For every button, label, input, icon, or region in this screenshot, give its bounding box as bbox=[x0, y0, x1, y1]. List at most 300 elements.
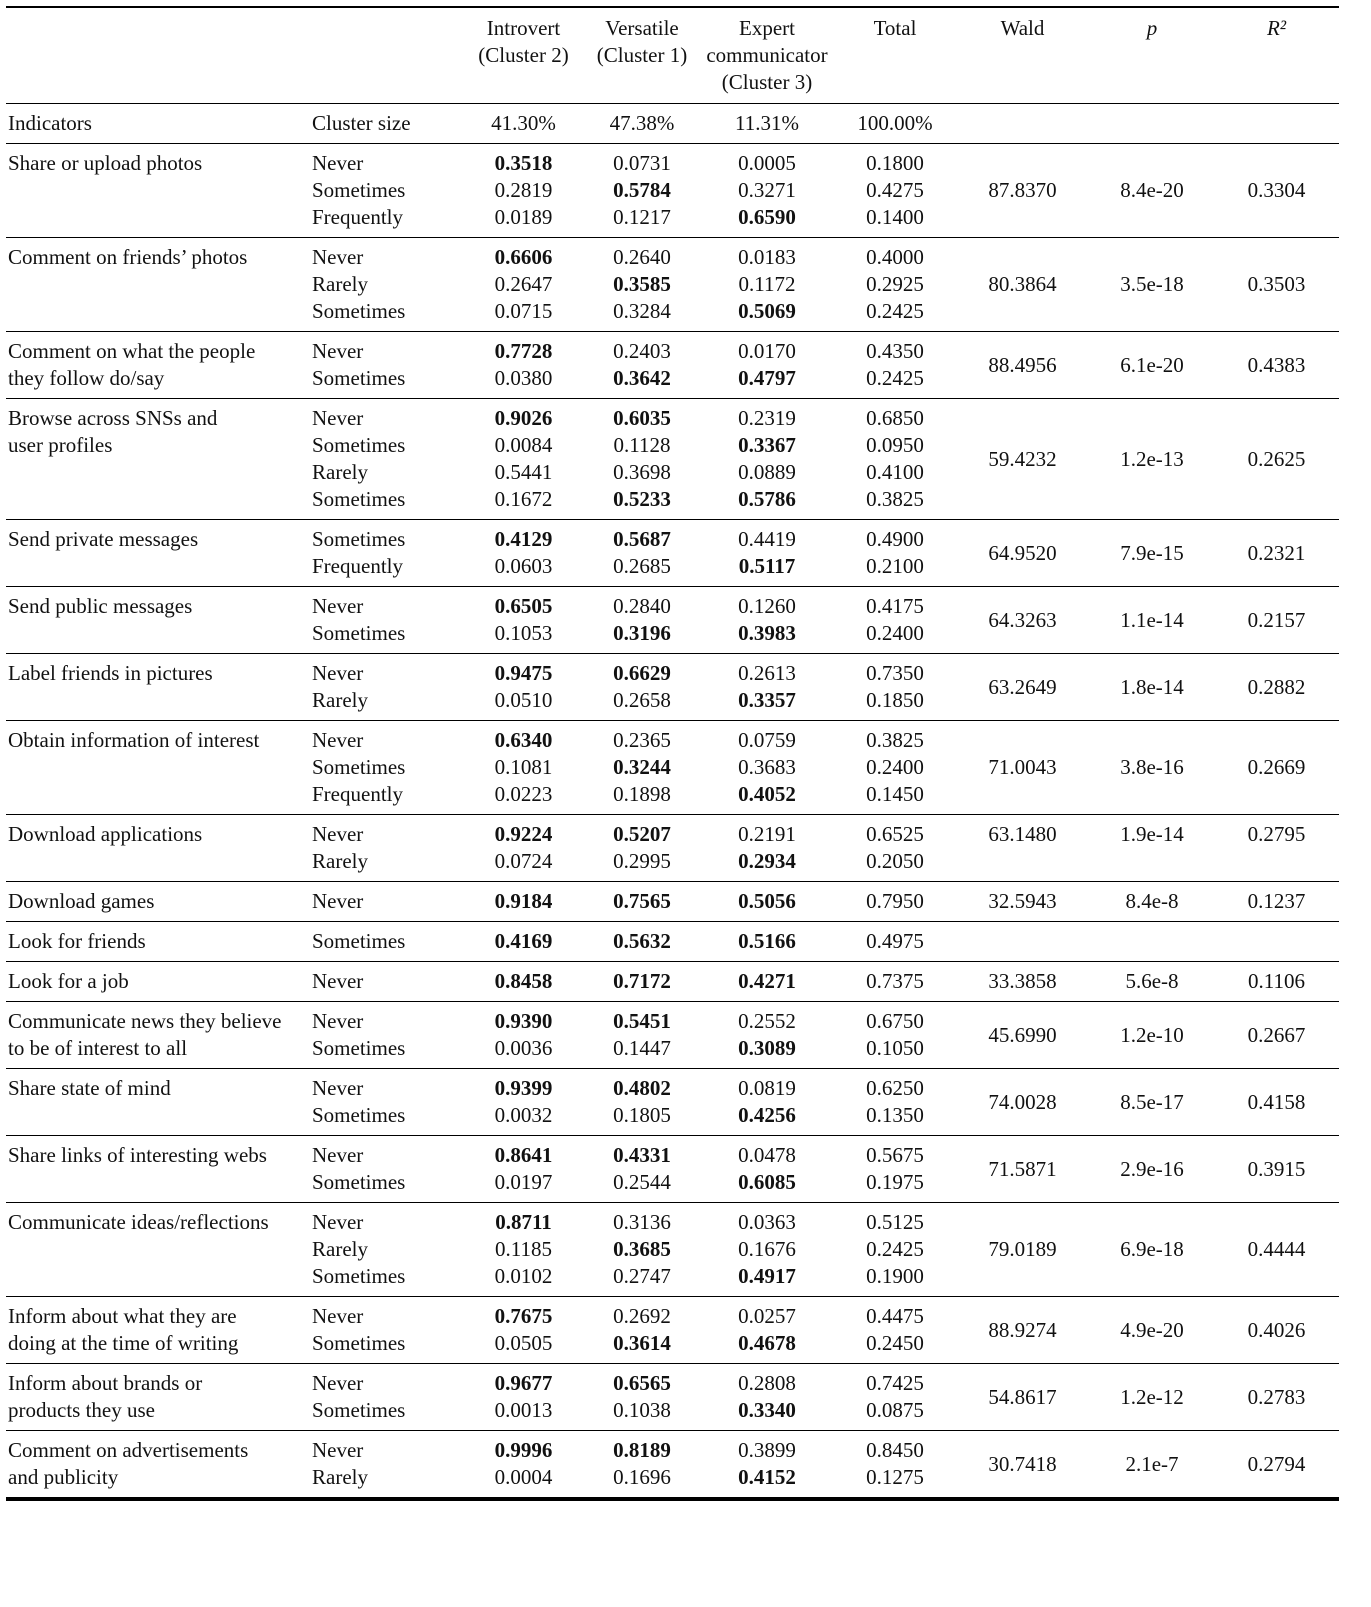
p-value: 8.4e-8 bbox=[1090, 882, 1214, 922]
response-category: Sometimes bbox=[312, 755, 406, 779]
header-expert-line3: (Cluster 3) bbox=[721, 70, 813, 94]
header-expert bbox=[699, 7, 835, 104]
probability-value: 0.3357 bbox=[738, 688, 796, 712]
response-category: Never bbox=[312, 406, 364, 430]
indicator-name-line: doing at the time of writing bbox=[8, 1331, 239, 1355]
response-category: Rarely bbox=[312, 1465, 368, 1489]
probability-value: 0.1450 bbox=[866, 782, 924, 806]
probability-value: 0.2640 bbox=[613, 245, 671, 269]
probability-value: 0.2658 bbox=[613, 688, 671, 712]
response-category: Never bbox=[312, 1009, 364, 1033]
response-categories bbox=[307, 922, 462, 962]
probability-value: 0.9399 bbox=[494, 1076, 553, 1100]
response-category: Never bbox=[312, 1371, 364, 1395]
response-category: Sometimes bbox=[312, 1331, 406, 1355]
probability-value: 0.4802 bbox=[613, 1076, 671, 1100]
response-category: Never bbox=[312, 889, 364, 913]
response-categories bbox=[307, 721, 462, 815]
response-categories bbox=[307, 399, 462, 520]
expert-probabilities bbox=[699, 1002, 835, 1069]
indicator-group bbox=[6, 520, 1339, 587]
probability-value: 0.2692 bbox=[613, 1304, 671, 1328]
r-squared: 0.4026 bbox=[1214, 1297, 1339, 1364]
p-value bbox=[1090, 922, 1214, 962]
probability-value: 0.3685 bbox=[613, 1237, 671, 1261]
indicator-name-line: and publicity bbox=[8, 1465, 119, 1489]
probability-value: 0.5069 bbox=[738, 299, 796, 323]
probability-value: 0.0032 bbox=[494, 1103, 553, 1127]
indicators-label: Indicators bbox=[6, 104, 307, 144]
probability-value: 0.7950 bbox=[866, 889, 924, 913]
expert-probabilities bbox=[699, 1364, 835, 1431]
probability-value: 0.9390 bbox=[494, 1009, 553, 1033]
probability-value: 0.3089 bbox=[738, 1036, 796, 1060]
probability-value: 0.5784 bbox=[613, 178, 671, 202]
probability-value: 0.4152 bbox=[738, 1465, 796, 1489]
introvert-probabilities bbox=[462, 1136, 585, 1203]
response-categories bbox=[307, 1069, 462, 1136]
response-category: Sometimes bbox=[312, 178, 406, 202]
total-probabilities bbox=[835, 1431, 955, 1500]
response-categories bbox=[307, 654, 462, 721]
introvert-probabilities bbox=[462, 520, 585, 587]
probability-value: 0.4129 bbox=[494, 527, 553, 551]
probability-value: 0.9475 bbox=[494, 661, 553, 685]
indicator-name bbox=[6, 332, 307, 399]
probability-value: 0.7425 bbox=[866, 1371, 924, 1395]
table-row bbox=[6, 922, 1339, 962]
r-squared: 0.4158 bbox=[1214, 1069, 1339, 1136]
probability-value: 0.2934 bbox=[738, 849, 796, 873]
wald-statistic: 64.9520 bbox=[955, 520, 1090, 587]
indicator-name bbox=[6, 1069, 307, 1136]
probability-value: 0.1172 bbox=[738, 272, 796, 296]
probability-value: 0.1050 bbox=[866, 1036, 924, 1060]
table-row bbox=[6, 1297, 1339, 1364]
expert-probabilities bbox=[699, 654, 835, 721]
probability-value: 0.3196 bbox=[613, 621, 671, 645]
versatile-probabilities bbox=[585, 1002, 699, 1069]
cluster-size-versatile: 47.38% bbox=[585, 104, 699, 144]
p-value: 1.2e-10 bbox=[1090, 1002, 1214, 1069]
probability-value: 0.5632 bbox=[613, 929, 671, 953]
response-category: Never bbox=[312, 822, 364, 846]
versatile-probabilities bbox=[585, 587, 699, 654]
response-category: Sometimes bbox=[312, 433, 406, 457]
response-category: Sometimes bbox=[312, 1036, 406, 1060]
response-categories bbox=[307, 882, 462, 922]
r-squared: 0.4444 bbox=[1214, 1203, 1339, 1297]
total-probabilities bbox=[835, 587, 955, 654]
probability-value: 0.0478 bbox=[738, 1143, 796, 1167]
table-row bbox=[6, 815, 1339, 882]
probability-value: 0.3983 bbox=[738, 621, 796, 645]
wald-statistic: 54.8617 bbox=[955, 1364, 1090, 1431]
probability-value: 0.9224 bbox=[494, 822, 553, 846]
probability-value: 0.7172 bbox=[613, 969, 671, 993]
response-category: Never bbox=[312, 151, 364, 175]
header-versatile-line1: Versatile bbox=[605, 16, 679, 40]
total-probabilities bbox=[835, 962, 955, 1002]
wald-statistic: 87.8370 bbox=[955, 144, 1090, 238]
probability-value: 0.4275 bbox=[866, 178, 924, 202]
response-category: Frequently bbox=[312, 782, 403, 806]
probability-value: 0.3271 bbox=[738, 178, 796, 202]
probability-value: 0.0759 bbox=[738, 728, 796, 752]
probability-value: 0.1185 bbox=[495, 1237, 552, 1261]
p-value: 4.9e-20 bbox=[1090, 1297, 1214, 1364]
response-categories bbox=[307, 1297, 462, 1364]
indicator-name-line: Share or upload photos bbox=[8, 151, 203, 175]
probability-value: 0.5166 bbox=[738, 929, 796, 953]
probability-value: 0.6250 bbox=[866, 1076, 924, 1100]
versatile-probabilities bbox=[585, 721, 699, 815]
probability-value: 0.4797 bbox=[738, 366, 796, 390]
header-r2: R² bbox=[1214, 7, 1339, 104]
versatile-probabilities bbox=[585, 238, 699, 332]
indicator-name-line: they follow do/say bbox=[8, 366, 165, 390]
p-value: 8.5e-17 bbox=[1090, 1069, 1214, 1136]
indicator-name-line: Share state of mind bbox=[8, 1076, 171, 1100]
indicator-name-line: Comment on advertisements bbox=[8, 1438, 249, 1462]
probability-value: 0.0084 bbox=[494, 433, 553, 457]
probability-value: 0.1128 bbox=[613, 433, 671, 457]
expert-probabilities bbox=[699, 332, 835, 399]
expert-probabilities bbox=[699, 1136, 835, 1203]
indicator-name-line: Send private messages bbox=[8, 527, 199, 551]
p-value: 2.9e-16 bbox=[1090, 1136, 1214, 1203]
probability-value: 0.7375 bbox=[866, 969, 924, 993]
probability-value: 0.2425 bbox=[866, 366, 924, 390]
r-squared: 0.2667 bbox=[1214, 1002, 1339, 1069]
probability-value: 0.0004 bbox=[494, 1465, 553, 1489]
wald-statistic: 30.7418 bbox=[955, 1431, 1090, 1500]
header-blank-indicator bbox=[6, 7, 307, 104]
introvert-probabilities bbox=[462, 815, 585, 882]
probability-value: 0.6590 bbox=[738, 205, 796, 229]
indicator-group bbox=[6, 1136, 1339, 1203]
expert-probabilities bbox=[699, 520, 835, 587]
indicator-group bbox=[6, 721, 1339, 815]
indicator-name-line: Look for friends bbox=[8, 929, 146, 953]
response-category: Rarely bbox=[312, 1237, 368, 1261]
probability-value: 0.1260 bbox=[738, 594, 796, 618]
indicator-group bbox=[6, 1431, 1339, 1500]
r-squared: 0.2795 bbox=[1214, 815, 1339, 882]
p-value: 3.5e-18 bbox=[1090, 238, 1214, 332]
probability-value: 0.2425 bbox=[866, 299, 924, 323]
response-category: Never bbox=[312, 245, 364, 269]
response-categories bbox=[307, 238, 462, 332]
indicator-group bbox=[6, 882, 1339, 922]
total-probabilities bbox=[835, 332, 955, 399]
probability-value: 0.3367 bbox=[738, 433, 796, 457]
cluster-size-r2-empty bbox=[1214, 104, 1339, 144]
probability-value: 0.0603 bbox=[494, 554, 553, 578]
wald-statistic: 71.5871 bbox=[955, 1136, 1090, 1203]
probability-value: 0.0715 bbox=[494, 299, 553, 323]
probability-value: 0.3683 bbox=[738, 755, 796, 779]
table-row bbox=[6, 1002, 1339, 1069]
versatile-probabilities bbox=[585, 882, 699, 922]
r-squared: 0.2321 bbox=[1214, 520, 1339, 587]
indicator-name-line: Inform about brands or bbox=[8, 1371, 203, 1395]
probability-value: 0.0889 bbox=[738, 460, 796, 484]
indicator-name bbox=[6, 1203, 307, 1297]
expert-probabilities bbox=[699, 399, 835, 520]
probability-value: 0.9184 bbox=[494, 889, 553, 913]
total-probabilities bbox=[835, 922, 955, 962]
indicator-name bbox=[6, 922, 307, 962]
versatile-probabilities bbox=[585, 1203, 699, 1297]
response-category: Never bbox=[312, 594, 364, 618]
indicator-name bbox=[6, 654, 307, 721]
probability-value: 0.4678 bbox=[738, 1331, 796, 1355]
probability-value: 0.4331 bbox=[613, 1143, 671, 1167]
p-value: 3.8e-16 bbox=[1090, 721, 1214, 815]
p-value: 1.1e-14 bbox=[1090, 587, 1214, 654]
table-row bbox=[6, 1364, 1339, 1431]
indicator-group bbox=[6, 1364, 1339, 1431]
probability-value: 0.4975 bbox=[866, 929, 924, 953]
versatile-probabilities bbox=[585, 399, 699, 520]
indicator-name-line: Comment on what the people bbox=[8, 339, 256, 363]
introvert-probabilities bbox=[462, 587, 585, 654]
p-value: 1.8e-14 bbox=[1090, 654, 1214, 721]
probability-value: 0.0819 bbox=[738, 1076, 796, 1100]
indicator-group bbox=[6, 144, 1339, 238]
indicator-group bbox=[6, 654, 1339, 721]
probability-value: 0.1217 bbox=[613, 205, 671, 229]
cluster-size-row bbox=[6, 104, 1339, 144]
response-category: Sometimes bbox=[312, 527, 406, 551]
probability-value: 0.5125 bbox=[866, 1210, 924, 1234]
indicator-name bbox=[6, 962, 307, 1002]
r-squared: 0.2625 bbox=[1214, 399, 1339, 520]
total-probabilities bbox=[835, 1136, 955, 1203]
probability-value: 0.2050 bbox=[866, 849, 924, 873]
response-categories bbox=[307, 1431, 462, 1500]
indicator-group bbox=[6, 1297, 1339, 1364]
indicator-name-line: Label friends in pictures bbox=[8, 661, 213, 685]
probability-value: 0.2400 bbox=[866, 621, 924, 645]
indicator-name-line: Inform about what they are bbox=[8, 1304, 237, 1328]
versatile-probabilities bbox=[585, 654, 699, 721]
probability-value: 0.0197 bbox=[494, 1170, 553, 1194]
response-categories bbox=[307, 144, 462, 238]
introvert-probabilities bbox=[462, 1431, 585, 1500]
response-categories bbox=[307, 1364, 462, 1431]
indicator-group bbox=[6, 332, 1339, 399]
probability-value: 0.5675 bbox=[866, 1143, 924, 1167]
probability-value: 0.6340 bbox=[494, 728, 553, 752]
r-squared: 0.1106 bbox=[1214, 962, 1339, 1002]
table-row bbox=[6, 587, 1339, 654]
total-probabilities bbox=[835, 815, 955, 882]
versatile-probabilities bbox=[585, 1069, 699, 1136]
table-row bbox=[6, 238, 1339, 332]
cluster-size-expert: 11.31% bbox=[699, 104, 835, 144]
table-row bbox=[6, 399, 1339, 520]
wald-statistic: 33.3858 bbox=[955, 962, 1090, 1002]
probability-value: 0.1400 bbox=[866, 205, 924, 229]
response-categories bbox=[307, 520, 462, 587]
response-category: Never bbox=[312, 728, 364, 752]
probability-value: 0.8450 bbox=[866, 1438, 924, 1462]
introvert-probabilities bbox=[462, 238, 585, 332]
wald-statistic: 32.5943 bbox=[955, 882, 1090, 922]
probability-value: 0.0950 bbox=[866, 433, 924, 457]
probability-value: 0.0731 bbox=[613, 151, 671, 175]
wald-statistic: 45.6990 bbox=[955, 1002, 1090, 1069]
probability-value: 0.1800 bbox=[866, 151, 924, 175]
probability-value: 0.3244 bbox=[613, 755, 671, 779]
probability-value: 0.1900 bbox=[866, 1264, 924, 1288]
probability-value: 0.4000 bbox=[866, 245, 924, 269]
total-probabilities bbox=[835, 399, 955, 520]
probability-value: 0.8711 bbox=[495, 1210, 552, 1234]
response-category: Rarely bbox=[312, 688, 368, 712]
probability-value: 0.2995 bbox=[613, 849, 671, 873]
probability-value: 0.0875 bbox=[866, 1398, 924, 1422]
table-row bbox=[6, 654, 1339, 721]
indicator-group bbox=[6, 815, 1339, 882]
wald-statistic: 88.4956 bbox=[955, 332, 1090, 399]
probability-value: 0.5117 bbox=[738, 554, 796, 578]
response-category: Frequently bbox=[312, 554, 403, 578]
r-squared: 0.4383 bbox=[1214, 332, 1339, 399]
response-categories bbox=[307, 962, 462, 1002]
response-category: Sometimes bbox=[312, 621, 406, 645]
indicator-group bbox=[6, 922, 1339, 962]
r-squared: 0.2783 bbox=[1214, 1364, 1339, 1431]
probability-value: 0.2319 bbox=[738, 406, 796, 430]
expert-probabilities bbox=[699, 721, 835, 815]
header-row bbox=[6, 7, 1339, 104]
probability-value: 0.3340 bbox=[738, 1398, 796, 1422]
probability-value: 0.2808 bbox=[738, 1371, 796, 1395]
expert-probabilities bbox=[699, 1431, 835, 1500]
probability-value: 0.1275 bbox=[866, 1465, 924, 1489]
probability-value: 0.4100 bbox=[866, 460, 924, 484]
table-row bbox=[6, 1136, 1339, 1203]
cluster-indicators-table bbox=[6, 6, 1339, 1501]
header-introvert bbox=[462, 7, 585, 104]
versatile-probabilities bbox=[585, 1364, 699, 1431]
probability-value: 0.4475 bbox=[866, 1304, 924, 1328]
probability-value: 0.0036 bbox=[494, 1036, 553, 1060]
wald-statistic: 79.0189 bbox=[955, 1203, 1090, 1297]
p-value: 1.2e-12 bbox=[1090, 1364, 1214, 1431]
indicator-name-line: Communicate news they believe bbox=[8, 1009, 282, 1033]
r-squared: 0.2157 bbox=[1214, 587, 1339, 654]
cluster-size-p-empty bbox=[1090, 104, 1214, 144]
introvert-probabilities bbox=[462, 399, 585, 520]
header-introvert-line1: Introvert bbox=[486, 16, 561, 40]
probability-value: 0.4256 bbox=[738, 1103, 796, 1127]
versatile-probabilities bbox=[585, 922, 699, 962]
probability-value: 0.1053 bbox=[494, 621, 553, 645]
probability-value: 0.2747 bbox=[613, 1264, 671, 1288]
probability-value: 0.2191 bbox=[738, 822, 796, 846]
expert-probabilities bbox=[699, 962, 835, 1002]
indicator-name bbox=[6, 1297, 307, 1364]
probability-value: 0.7350 bbox=[866, 661, 924, 685]
probability-value: 0.2613 bbox=[738, 661, 796, 685]
table-row bbox=[6, 1431, 1339, 1500]
total-probabilities bbox=[835, 520, 955, 587]
header-expert-line1: Expert bbox=[739, 16, 795, 40]
expert-probabilities bbox=[699, 882, 835, 922]
expert-probabilities bbox=[699, 587, 835, 654]
r-squared: 0.2794 bbox=[1214, 1431, 1339, 1500]
introvert-probabilities bbox=[462, 922, 585, 962]
indicator-name bbox=[6, 1002, 307, 1069]
probability-value: 0.3825 bbox=[866, 487, 924, 511]
p-value: 5.6e-8 bbox=[1090, 962, 1214, 1002]
probability-value: 0.6035 bbox=[613, 406, 671, 430]
header-blank-category bbox=[307, 7, 462, 104]
indicator-group bbox=[6, 1002, 1339, 1069]
probability-value: 0.5233 bbox=[613, 487, 671, 511]
p-value: 6.1e-20 bbox=[1090, 332, 1214, 399]
probability-value: 0.3698 bbox=[613, 460, 671, 484]
probability-value: 0.5056 bbox=[738, 889, 796, 913]
probability-value: 0.4419 bbox=[738, 527, 796, 551]
probability-value: 0.1805 bbox=[613, 1103, 671, 1127]
probability-value: 0.4900 bbox=[866, 527, 924, 551]
wald-statistic: 64.3263 bbox=[955, 587, 1090, 654]
probability-value: 0.0013 bbox=[494, 1398, 553, 1422]
probability-value: 0.0363 bbox=[738, 1210, 796, 1234]
r-squared: 0.3915 bbox=[1214, 1136, 1339, 1203]
introvert-probabilities bbox=[462, 1069, 585, 1136]
probability-value: 0.1350 bbox=[866, 1103, 924, 1127]
wald-statistic bbox=[955, 922, 1090, 962]
probability-value: 0.4169 bbox=[494, 929, 553, 953]
probability-value: 0.4917 bbox=[738, 1264, 796, 1288]
table-row bbox=[6, 962, 1339, 1002]
probability-value: 0.0223 bbox=[494, 782, 553, 806]
indicator-name-line: Download applications bbox=[8, 822, 203, 846]
header-wald: Wald bbox=[955, 7, 1090, 104]
indicator-name bbox=[6, 882, 307, 922]
cluster-size-label: Cluster size bbox=[307, 104, 462, 144]
indicator-group bbox=[6, 962, 1339, 1002]
expert-probabilities bbox=[699, 238, 835, 332]
introvert-probabilities bbox=[462, 882, 585, 922]
introvert-probabilities bbox=[462, 1203, 585, 1297]
indicator-name-line: Look for a job bbox=[8, 969, 129, 993]
indicator-name-line: Download games bbox=[8, 889, 155, 913]
probability-value: 0.1975 bbox=[866, 1170, 924, 1194]
p-value: 1.2e-13 bbox=[1090, 399, 1214, 520]
wald-statistic: 63.1480 bbox=[955, 815, 1090, 882]
response-categories bbox=[307, 1136, 462, 1203]
total-probabilities bbox=[835, 1364, 955, 1431]
response-category: Sometimes bbox=[312, 299, 406, 323]
probability-value: 0.9026 bbox=[494, 406, 553, 430]
indicator-name bbox=[6, 520, 307, 587]
probability-value: 0.2925 bbox=[866, 272, 924, 296]
indicator-name bbox=[6, 1364, 307, 1431]
total-probabilities bbox=[835, 882, 955, 922]
probability-value: 0.1850 bbox=[866, 688, 924, 712]
probability-value: 0.5451 bbox=[613, 1009, 671, 1033]
indicator-name bbox=[6, 399, 307, 520]
response-category: Sometimes bbox=[312, 1103, 406, 1127]
wald-statistic: 80.3864 bbox=[955, 238, 1090, 332]
